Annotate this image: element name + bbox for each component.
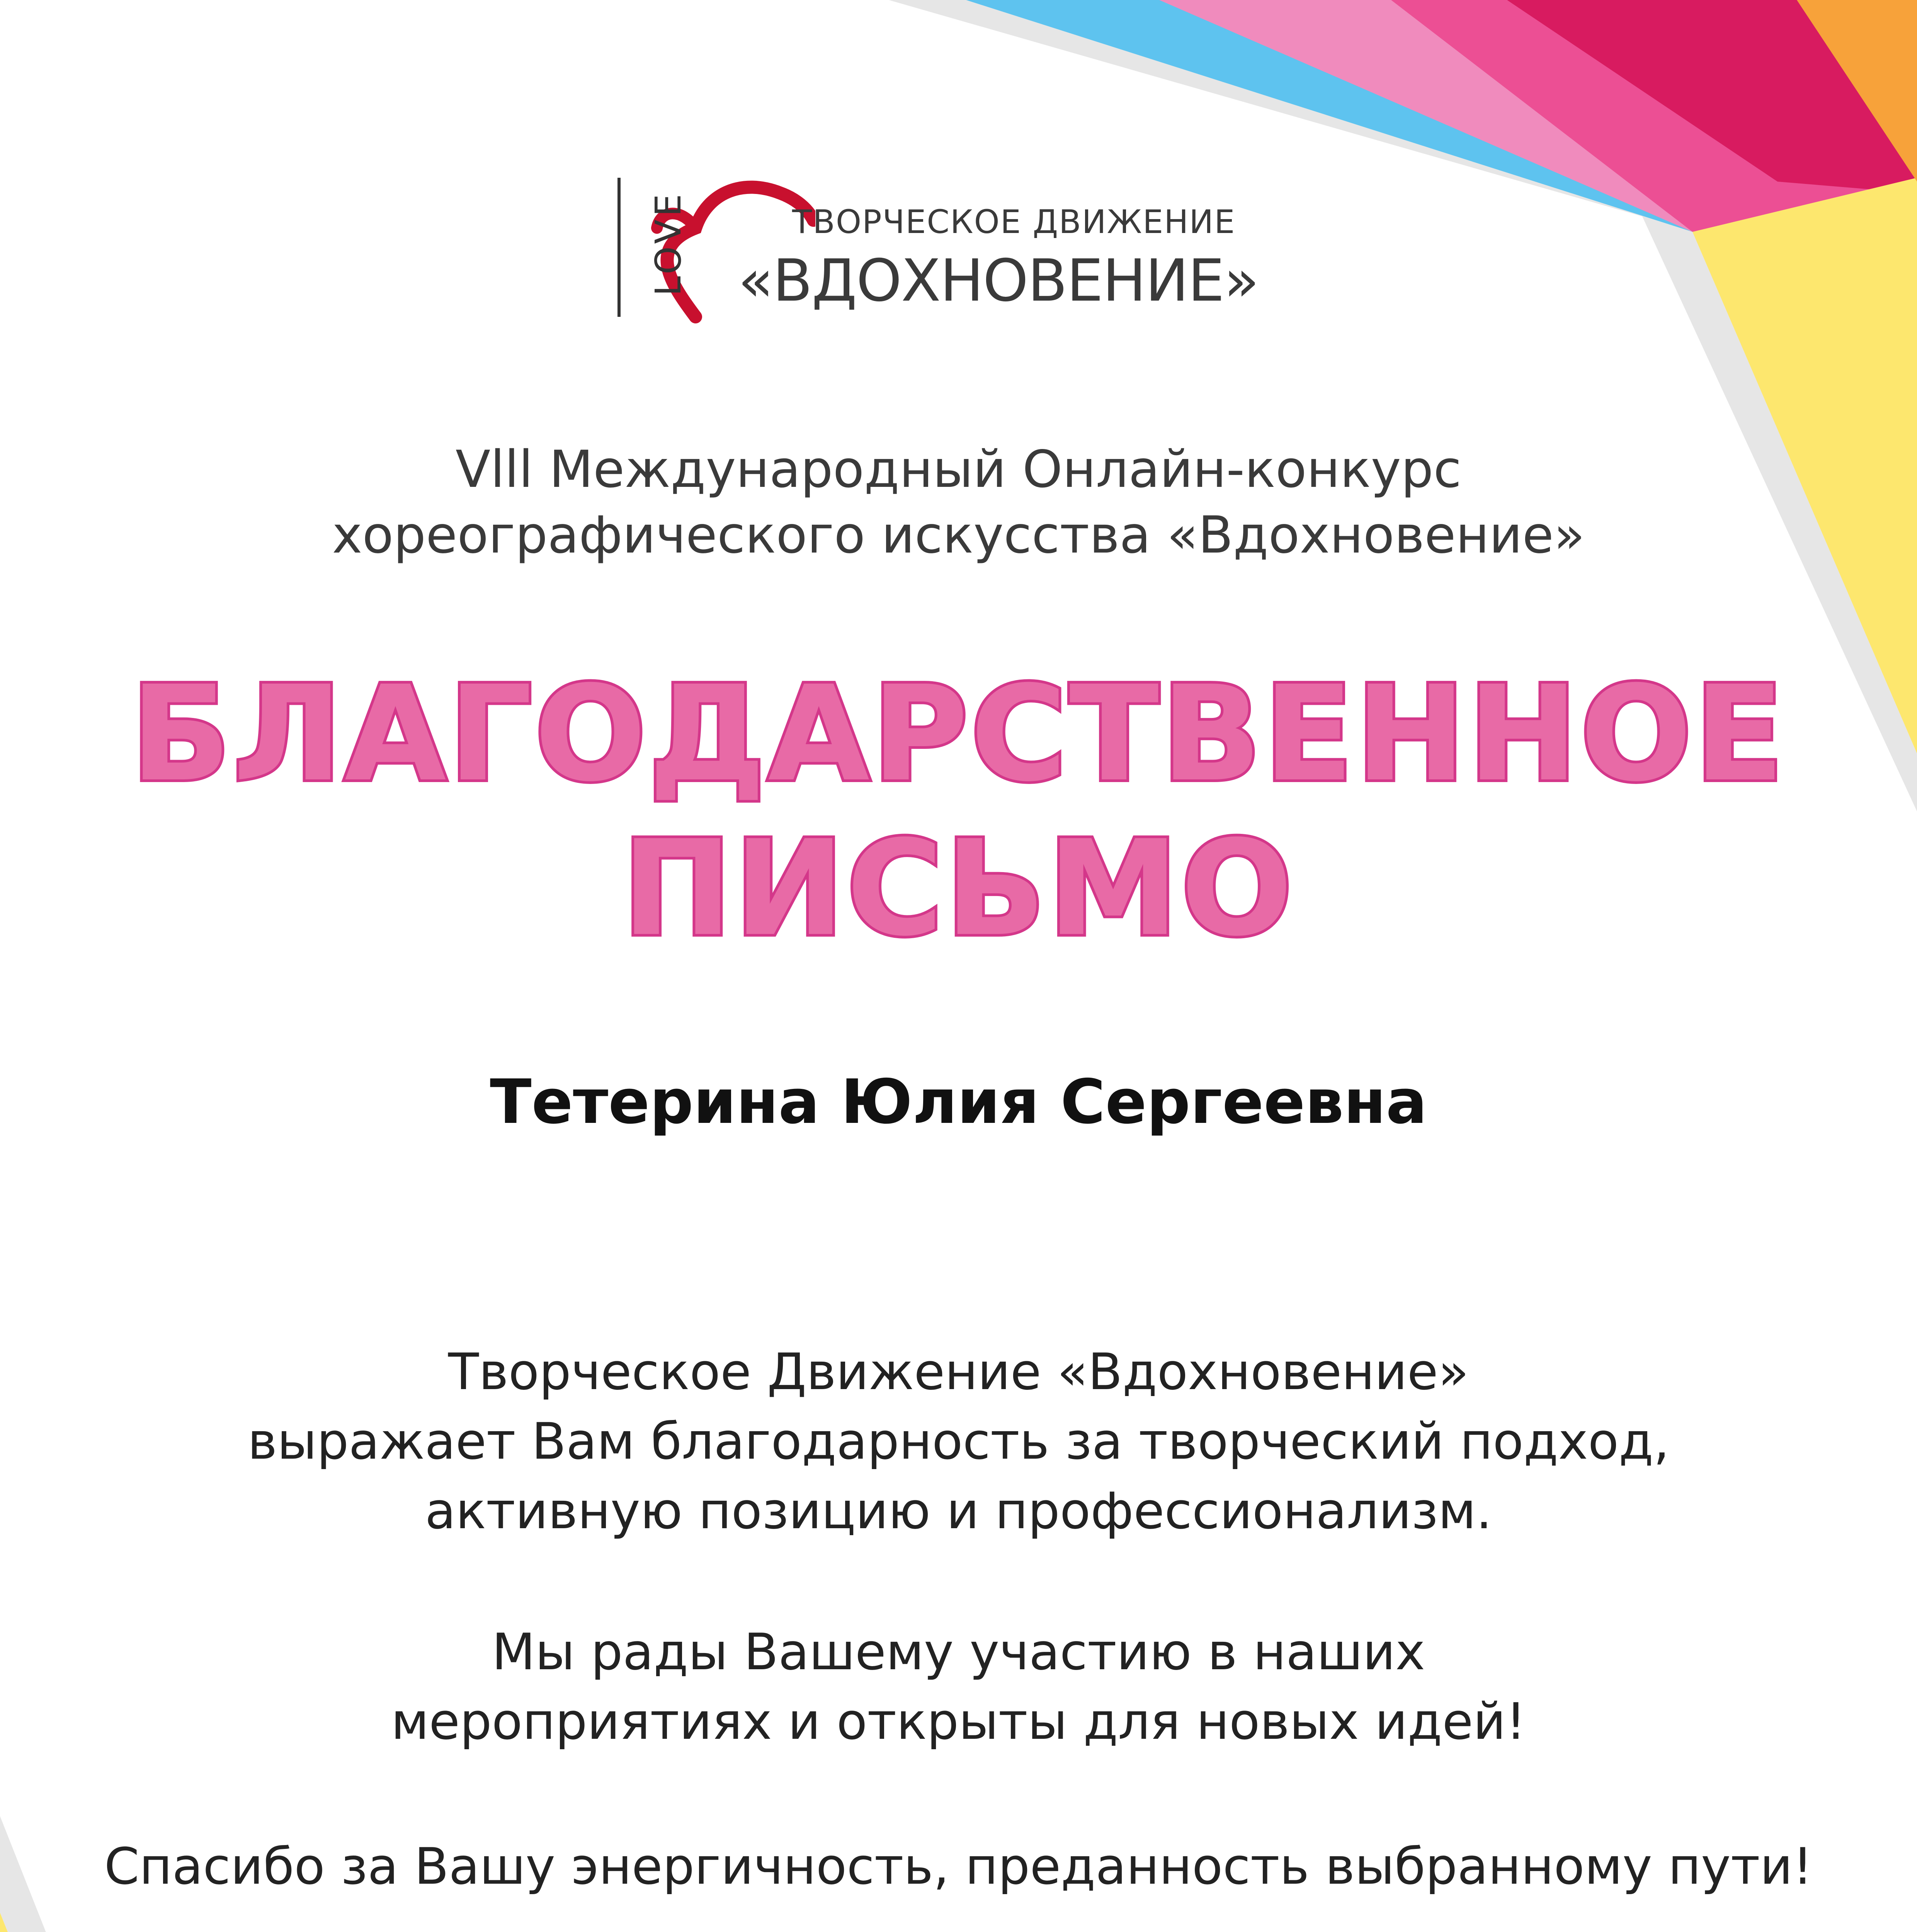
logo-love-text: LOVE (648, 191, 689, 296)
logo (614, 170, 1310, 332)
body-paragraph-2 (0, 1617, 1917, 1756)
contest-line-2: хореографического искусства «Вдохновение» (332, 505, 1585, 565)
title-line-1: БЛАГОДАРСТВЕННОЕ (131, 658, 1786, 811)
body-paragraph-1 (0, 1337, 1917, 1546)
decor-white-inner-bottom (0, 1913, 831, 1932)
body-line: активную позицию и профессионализм. (425, 1481, 1492, 1540)
contest-name (0, 437, 1917, 568)
document-title (0, 657, 1917, 966)
logo-brand-name: «ВДОХНОВЕНИЕ» (738, 247, 1259, 315)
body-line: Мы рады Вашему участию в наших (492, 1622, 1425, 1681)
body-line: выражает Вам благодарность за творческий подход, (247, 1412, 1670, 1471)
body-line: Спасибо за Вашу энергичность, преданность выбранному пути! (104, 1837, 1813, 1896)
logo-subtitle: ТВОРЧЕСКОЕ ДВИЖЕНИЕ (792, 203, 1236, 241)
body-line: мероприятиях и открыты для новых идей! (391, 1692, 1526, 1751)
body-paragraph-3 (0, 1832, 1917, 1901)
title-line-2: ПИСЬМО (622, 812, 1295, 965)
recipient-name: Тетерина Юлия Сергеевна (490, 1066, 1427, 1138)
contest-line-1: Vlll Международный Онлайн-конкурс (455, 440, 1462, 499)
body-line: Творческое Движение «Вдохновение» (448, 1342, 1469, 1401)
